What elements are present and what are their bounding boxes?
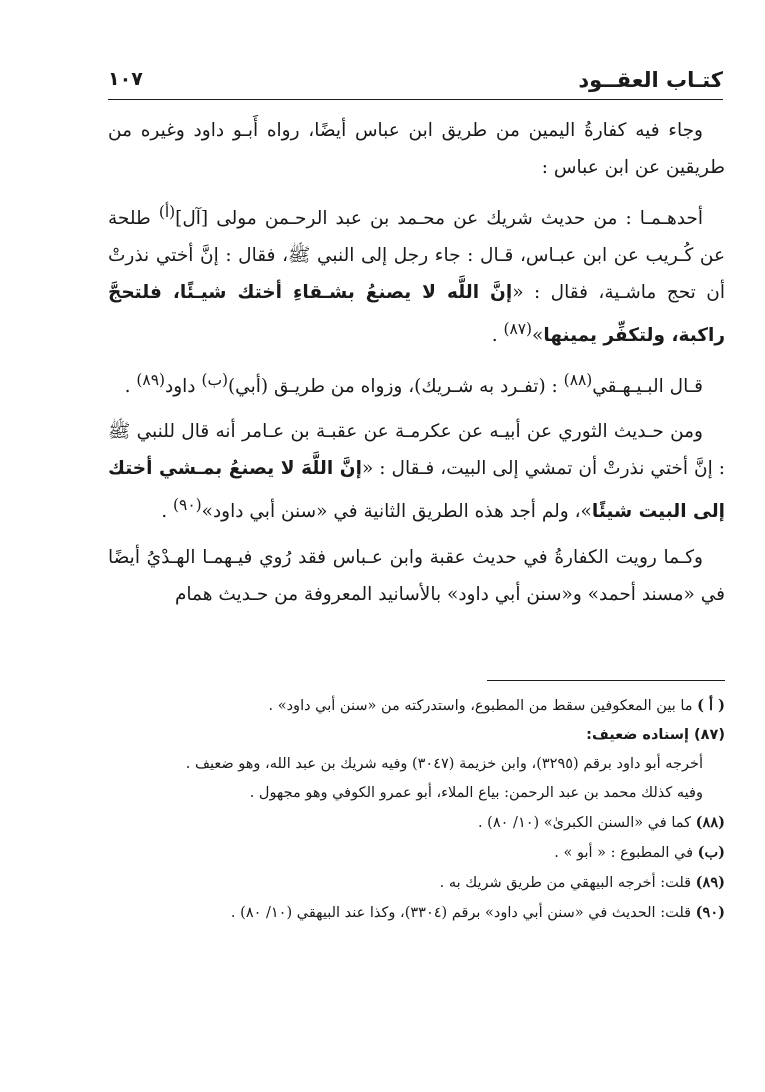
footnote-88 xyxy=(108,808,725,838)
header-rule xyxy=(108,99,723,100)
footnote-ref: (٩٠) xyxy=(173,496,202,515)
main-text xyxy=(108,112,725,619)
text-run: »، ولم أجد هذه الطريق الثانية في «سنن أبي داود» xyxy=(201,501,592,523)
footnote-text: قلت: الحديث في «سنن أبي داود» برقم (٣٣٠٤)، وكذا عند البيهقي (١٠/ ٨٠) . xyxy=(230,905,696,921)
page-header xyxy=(108,66,723,100)
paragraph-5: وكـما رويت الكفارةُ في حديث عقبة وابن عـباس فقد رُوي فيـهمـا الهـدْيُ أيضًا في «مسند أحمد» و«سنن أبي داود» بالأسانيد المعروفة من حـديث همام xyxy=(108,546,725,605)
text-run: داود xyxy=(165,376,202,398)
paragraph-2 xyxy=(108,194,725,354)
hadith-text: إنَّ اللَّه لا يصنعُ بشـقاءِ أختك شيـئًا، فلتحجَّ راكبة، ولتكفِّر يمينها xyxy=(108,282,725,347)
footnote-ref: (٨٧) xyxy=(503,320,533,339)
footnote-mark: (٨٩) xyxy=(695,874,725,891)
footnote-mark: (٩٠) xyxy=(695,904,725,921)
text-run: ومن حـديث الثوري عن أبيـه عن عكرمـة عن عقبـة بن عـامر أنه قال للنبي ﷺ : إنَّ أختي نذرتْ أن تمشي إلى البيت، فـقال : « xyxy=(108,421,726,480)
footnote-text: كما في «السنن الكبرىٰ» (١٠/ ٨٠) . xyxy=(477,815,696,831)
footnote-text: في المطبوع : « أبو » . xyxy=(554,845,698,861)
footnote-ref: (٨٨) xyxy=(563,371,593,390)
footnote-mark: (٨٨) xyxy=(695,814,725,831)
footnote-ref: (٨٩) xyxy=(136,371,165,390)
page-number: ١٠٧ xyxy=(108,68,143,90)
text-run: . xyxy=(161,501,174,523)
footnote-87-heading: (٨٧) إسناده ضعيف: xyxy=(586,727,725,743)
footnote-87-line-1: أخرجه أبو داود برقم (٣٢٩٥)، وابن خزيمة (٣٠٤٧) وفيه شريك بن عبد الله، وهو ضعيف . xyxy=(185,756,703,772)
footnote-90 xyxy=(108,898,725,928)
footnotes xyxy=(108,680,725,928)
footnote-89 xyxy=(108,868,725,898)
footnote-mark: ( أ ) xyxy=(697,697,725,714)
hadith-text: إنَّ اللَّهَ لا يصنعُ بمـشي أختك إلى البيت شيئًا xyxy=(108,458,725,523)
footnote-87-line-2: وفيه كذلك محمد بن عبد الرحمن: بياع الملاء، أبو عمرو الكوفي وهو مجهول . xyxy=(249,785,703,801)
text-run: . xyxy=(491,325,504,347)
footnote-text: ما بين المعكوفين سقط من المطبوع، واستدركته من «سنن أبي داود» . xyxy=(268,698,698,714)
paragraph-1: وجاء فيه كفارةُ اليمين من طريق ابن عباس أيضًا، رواه أَبـو داود وغيره من طريقين عن ابن عباس : xyxy=(108,120,725,178)
text-run: أحدهـمـا : من حديث شريك عن محـمد بن عبد الرحـمن مولى [آل] xyxy=(175,208,704,230)
footnote-mark: (ب) xyxy=(697,844,725,861)
footnote-ref: (ب) xyxy=(201,371,228,390)
text-run: طلحة عن كُـريب عن ابن عبـاس، قـال : جاء رجل إلى النبي ﷺ، فقال : إنَّ أختي نذرتْ أن تحج ماشـية، فقال : « xyxy=(108,208,725,304)
footnote-text: قلت: أخرجه البيهقي من طريق شريك به . xyxy=(439,875,696,891)
footnote-ref: (أ) xyxy=(158,203,176,221)
text-run: » xyxy=(532,325,544,347)
running-title: كتـاب العقــود xyxy=(578,68,723,92)
footnote-a xyxy=(108,691,725,721)
footnote-b xyxy=(108,838,725,868)
text-run: . xyxy=(124,376,137,398)
paragraph-3 xyxy=(108,362,725,405)
paragraph-4 xyxy=(108,413,725,530)
text-run: قـال البـيـهـقي xyxy=(592,376,703,398)
text-run: : (تفـرد به شـريك)، وزواه من طريـق (أبي) xyxy=(227,376,564,398)
footnote-rule xyxy=(487,680,725,681)
